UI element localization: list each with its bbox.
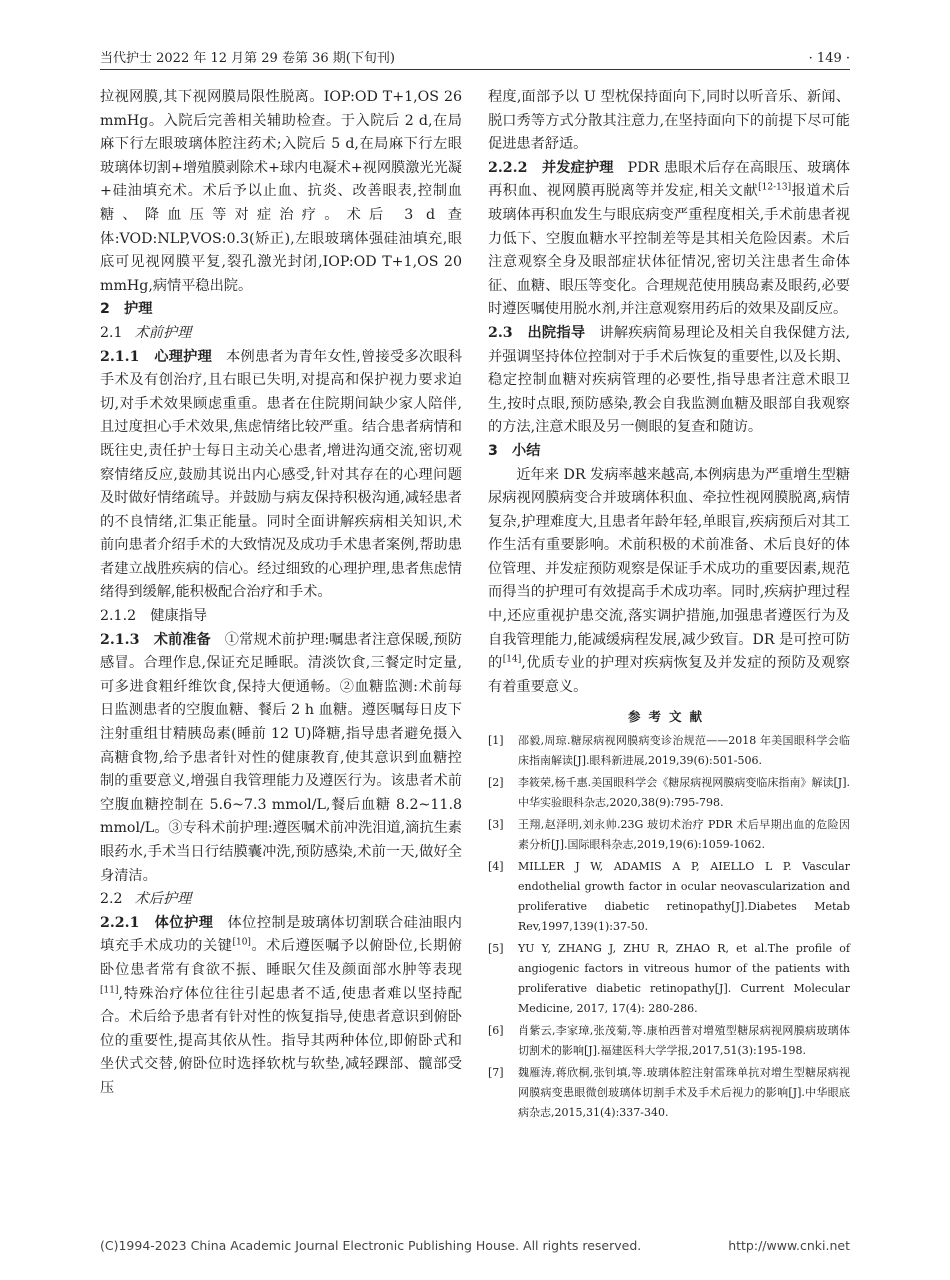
subsection-title: 术前护理 xyxy=(134,324,192,341)
copyright-text: (C)1994-2023 China Academic Journal Electronic Publishing House. All rights reserved. xyxy=(100,1238,642,1253)
subsection-number: 2.2 xyxy=(100,891,123,908)
page-number: · 149 · xyxy=(808,51,850,66)
reference-number: [3] xyxy=(488,818,504,832)
paragraph-heading: 2.1.3 术前准备 xyxy=(100,631,211,648)
reference-item xyxy=(488,815,850,855)
paragraph-heading: 2.2.2 并发症护理 xyxy=(488,159,614,176)
references-title: 参考文献 xyxy=(627,709,710,725)
paragraph-heading: 2.2.1 体位护理 xyxy=(100,914,214,931)
subsection-title: 术后护理 xyxy=(134,891,192,908)
reference-number: [7] xyxy=(488,1066,504,1080)
reference-item xyxy=(488,731,850,771)
reference-item xyxy=(488,939,850,1019)
complication-paragraph xyxy=(488,157,850,322)
section-heading-nursing: 2 护理 xyxy=(100,301,153,318)
cnki-url: http://www.cnki.net xyxy=(728,1238,850,1253)
reference-number: [1] xyxy=(488,734,504,748)
reference-item xyxy=(488,1063,850,1123)
citation: [11] xyxy=(100,984,119,995)
paragraph-body: ①常规术前护理:嘱患者注意保暖,预防感冒。合理作息,保证充足睡眠。清淡饮食,三餐定时定量,可多进食粗纤维饮食,保持大便通畅。②血糖监测:术前每日监测患者的空腹血糖、餐后 2 h 血糖。遵医嘱每日皮下注射重组甘精胰岛素(睡前 12 U)降糖,指导患者避免摄入高糖食物,给予患者针对性的健康教育,使其意识到血糖控制的重要意义,增强自我管理能力及遵医行为。该患者术前空腹血糖控制在 5.6~7.3 mmol/L,餐后血糖 8.2~11.8 mmol/L。③专科术前护理:遵医嘱术前冲洗泪道,滴抗生素眼药水,手术当日行结膜囊冲洗,预防感染,术前一天,做好全身清洁。 xyxy=(100,631,462,884)
paragraph-body: 本例患者为青年女性,曾接受多次眼科手术及有创治疗,且右眼已失明,对提高和保护视力要求迫切,对手术效果顾虑重重。患者在住院期间缺少家人陪伴,且过度担心手术效果,焦虑情绪比较严重。结合患者病情和既往史,责任护士每日主动关心患者,增进沟通交流,密切观察情绪反应,鼓励其说出内心感受,针对其存在的心理问题及时做好情绪疏导。并鼓励与病友保持积极沟通,减轻患者的不良情绪,汇集正能量。同时全面讲解疾病相关知识,术前向患者介绍手术的大致情况及成功手术患者案例,帮助患者建立战胜疾病的信心。经过细致的心理护理,患者焦虑情绪得到缓解,能积极配合治疗和手术。 xyxy=(100,348,463,601)
reference-text: 王翔,赵泽明,刘永帅.23G 玻切术治疗 PDR 术后早期出血的危险因素分析[J].国际眼科杂志,2019,19(6):1059-1062. xyxy=(518,818,850,852)
reference-text: 肖紫云,李家璋,张茂菊,等.康柏西普对增殖型糖尿病视网膜病玻璃体切割术的影响[J].福建医科大学学报,2017,51(3):195-198. xyxy=(518,1024,850,1058)
psych-nursing-paragraph xyxy=(100,346,462,606)
citation: [10] xyxy=(232,937,251,948)
reference-item xyxy=(488,773,850,813)
summary-paragraph xyxy=(488,464,850,700)
reference-number: [6] xyxy=(488,1024,504,1038)
section-heading-summary: 3 小结 xyxy=(488,442,541,459)
continued-paragraph: 程度,面部予以 U 型枕保持面向下,同时以听音乐、新闻、脱口秀等方式分散其注意力,在坚持面向下的前提下尽可能促进患者舒适。 xyxy=(488,89,850,153)
case-paragraph: 拉视网膜,其下视网膜局限性脱离。IOP:OD T+1,OS 26 mmHg。入院后完善相关辅助检查。于入院后 2 d,在局麻下行左眼玻璃体腔注药术;入院后 5 d,在局麻下行左眼玻璃体切割+增殖膜剥除术+球内电凝术+视网膜激光光凝+硅油填充术。术后予以止血、抗炎、改善眼表,控制血糖、降血压等对症治疗。术后 3 d 查体:VOD:NLP,VOS:0.3(矫正),左眼玻璃体强硅油填充,眼底可见视网膜平复,裂孔激光封闭,IOP:OD T+1,OS 20 mmHg,病情平稳出院。 xyxy=(100,89,462,294)
paragraph-body: 讲解疾病简易理论及相关自我保健方法,并强调坚持体位控制对于手术后恢复的重要性,以及长期、稳定控制血糖对疾病管理的必要性,指导患者注意术眼卫生,按时点眼,预防感染,教会自我监测血糖及眼部自我观察的方法,注意术眼及另一侧眼的复查和随访。 xyxy=(488,324,851,436)
reference-number: [5] xyxy=(488,942,504,956)
text-run: 近年来 DR 发病率越来越高,本例病患为严重增生型糖尿病视网膜病变合并玻璃体积血、牵拉性视网膜脱离,病情复杂,护理难度大,且患者年龄年轻,单眼盲,疾病预后对其工作生活有重要影响。术前积极的术前准备、术后良好的体位管理、并发症预防观察是保证手术成功的重要因素,规范而得当的护理可有效提高手术成功率。同时,疾病护理过程中,还应重视护患交流,落实调护措施,加强患者遵医行为及自我管理能力,能减缓病程发展,减少致盲。DR 是可控可防的 xyxy=(488,466,850,672)
health-guidance-heading: 2.1.2 健康指导 xyxy=(100,608,208,625)
journal-info: 当代护士 2022 年 12 月第 29 卷第 36 期(下旬刊) xyxy=(100,51,395,66)
reference-number: [4] xyxy=(488,860,504,874)
reference-item xyxy=(488,1021,850,1061)
text-run: PDR 患眼术后存在高眼压、玻璃体再积血、视网膜再脱离等并发症,相关文献 xyxy=(488,159,850,200)
reference-text: YU Y, ZHANG J, ZHU R, ZHAO R, et al.The profile of angiogenic factors in vitreous humor of the patients with proliferative diabetic retinopathy[J]. Current Molecular Medicine, 2017, 17(4): 280-286. xyxy=(518,942,850,1016)
text-run: 。术后遵医嘱予以俯卧位,长期俯卧位患者常有食欲不振、睡眠欠佳及颜面部水肿等表现 xyxy=(100,938,462,978)
citation: [14] xyxy=(502,654,522,665)
reference-text: 李筱荣,杨千惠.美国眼科学会《糖尿病视网膜病变临床指南》解读[J].中华实验眼科杂志,2020,38(9):795-798. xyxy=(518,776,850,810)
reference-number: [2] xyxy=(488,776,504,790)
position-nursing-paragraph xyxy=(100,912,462,1101)
left-column xyxy=(100,86,462,1101)
references-list xyxy=(488,731,850,1123)
reference-text: 邵毅,周琼.糖尿病视网膜病变诊治规范——2018 年美国眼科学会临床指南解读[J].眼科新进展,2019,39(6):501-506. xyxy=(518,734,850,768)
citation: [12-13] xyxy=(758,182,792,193)
subsection-preop xyxy=(100,322,462,346)
text-run: 报道术后玻璃体再积血发生与眼底病变严重程度相关,手术前患者视力低下、空腹血糖水平控制差等是其相关危险因素。术后注意观察全身及眼部症状体征情况,密切关注患者生命体征、血糖、眼压等变化。合理规范使用胰岛素及眼药,必要时遵医嘱使用脱水剂,并注意观察用药后的效果及副反应。 xyxy=(488,183,850,318)
text-run: ,优质专业的护理对疾病恢复及并发症的预防及观察有着重要意义。 xyxy=(488,655,850,695)
text-run: 体位控制是玻璃体切割联合硅油眼内填充手术成功的关键 xyxy=(100,914,462,955)
subsection-number: 2.1 xyxy=(100,324,123,341)
paragraph-heading: 2.3 出院指导 xyxy=(488,324,586,341)
subsection-postop xyxy=(100,888,462,912)
reference-text: MILLER J W, ADAMIS A P, AIELLO L P. Vascular endothelial growth factor in ocular neovascularization and proliferative diabetic retinopathy[J].Diabetes Metab Rev,1997,139(1):37-50. xyxy=(518,860,850,934)
running-header xyxy=(100,40,850,70)
right-column xyxy=(488,86,850,1125)
reference-text: 魏雁涛,蒋欣桐,张钊填,等.玻璃体腔注射雷珠单抗对增生型糖尿病视网膜病变患眼微创玻璃体切割手术及手术后视力的影响[J].中华眼底病杂志,2015,31(4):337-340. xyxy=(518,1066,850,1120)
text-run: ,特殊治疗体位往往引起患者不适,使患者难以坚持配合。术后给予患者有针对性的恢复指导,使患者意识到俯卧位的重要性,提高其依从性。指导其两种体位,即俯卧式和坐伏式交替,俯卧位时选择软枕与软垫,减轻踝部、髋部受压 xyxy=(100,985,462,1096)
preop-prep-paragraph xyxy=(100,629,462,889)
discharge-paragraph xyxy=(488,322,850,440)
copyright-footer xyxy=(100,1238,850,1253)
paragraph-heading: 2.1.1 心理护理 xyxy=(100,348,213,365)
reference-item xyxy=(488,857,850,937)
